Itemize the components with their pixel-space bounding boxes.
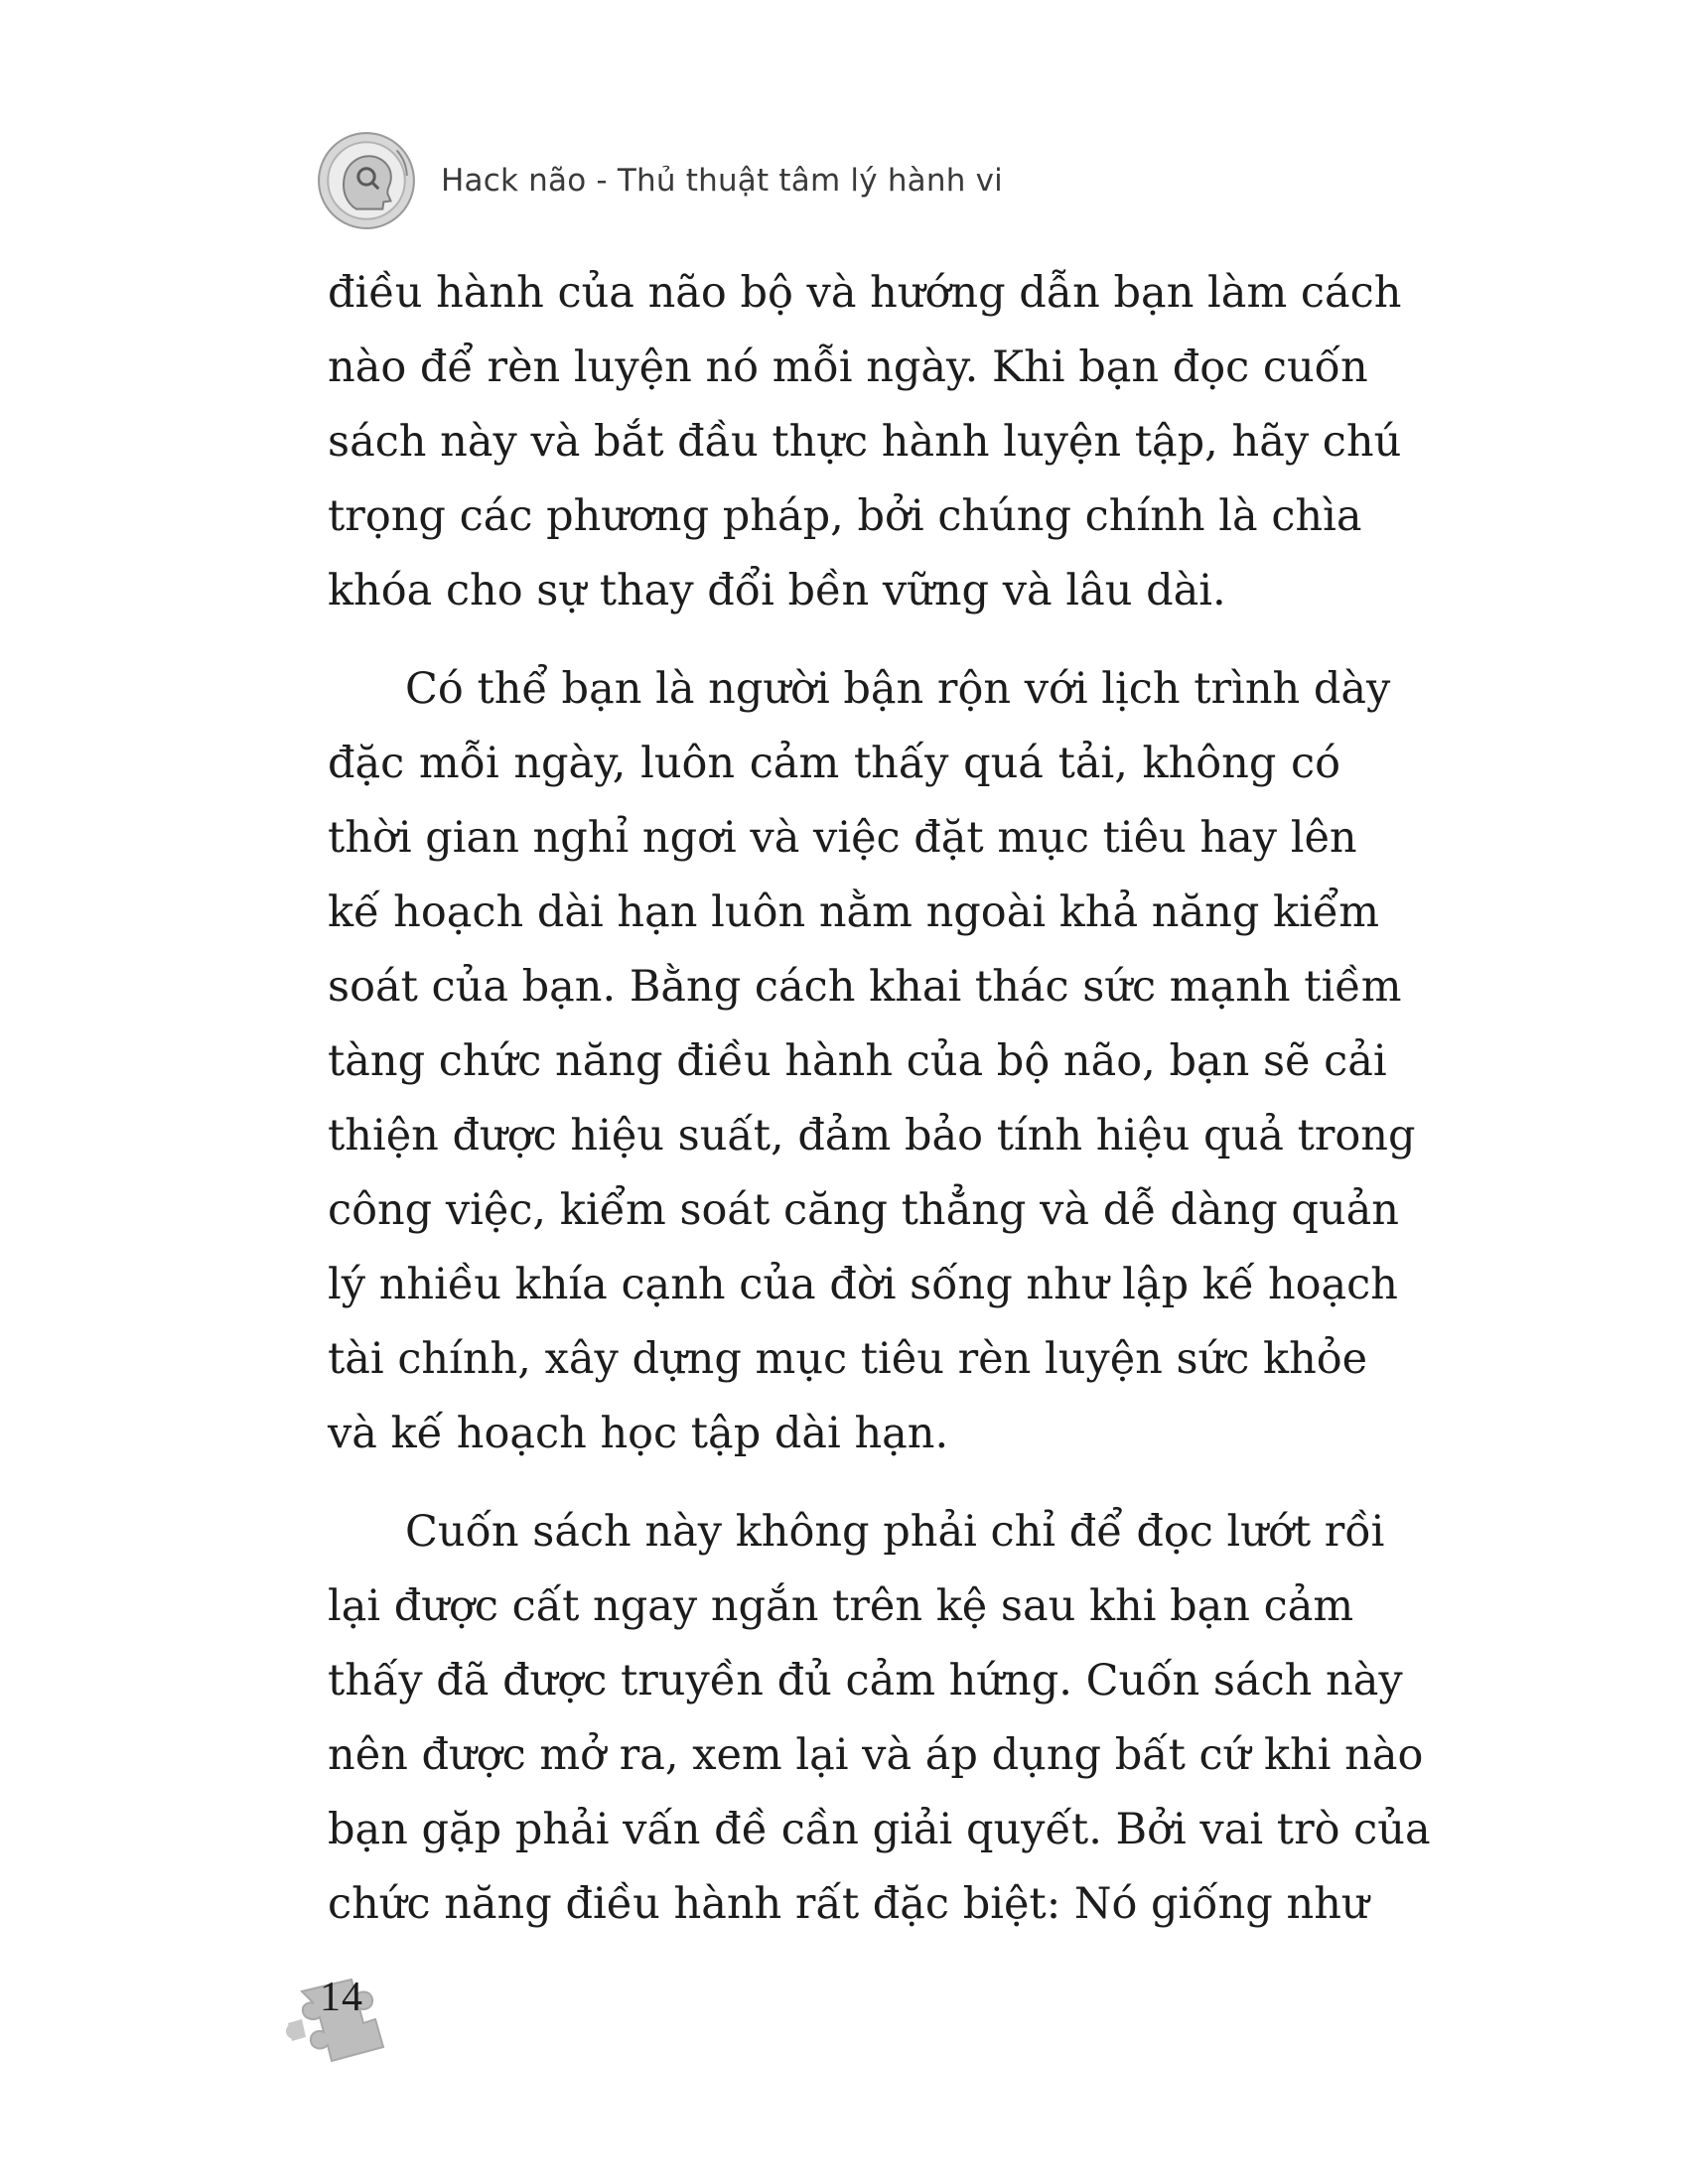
page-footer: [280, 1962, 399, 2071]
page-number: 14: [320, 1975, 363, 2020]
text-line: công việc, kiểm soát căng thẳng và dễ dàng quản: [328, 1185, 1399, 1235]
text-line: thời gian nghỉ ngơi và việc đặt mục tiêu hay lên: [328, 813, 1357, 863]
text-line: thấy đã được truyền đủ cảm hứng. Cuốn sách này: [328, 1656, 1403, 1706]
text-line: sách này và bắt đầu thực hành luyện tập, hãy chú: [328, 417, 1402, 467]
text-line: tàng chức năng điều hành của bộ não, bạn sẽ cải: [328, 1036, 1387, 1086]
text-line: lại được cất ngay ngắn trên kệ sau khi bạn cảm: [328, 1581, 1354, 1631]
book-title: Hack não - Thủ thuật tâm lý hành vi: [441, 163, 1003, 199]
paragraph-1: [328, 256, 1402, 628]
text-line: Cuốn sách này không phải chỉ để đọc lướt rồi: [405, 1507, 1385, 1557]
paragraph-2: [328, 652, 1416, 1471]
text-line: nào để rèn luyện nó mỗi ngày. Khi bạn đọc cuốn: [328, 342, 1368, 392]
paragraph-3: [328, 1495, 1431, 1942]
text-line: kế hoạch dài hạn luôn nằm ngoài khả năng kiểm: [328, 887, 1380, 937]
text-line: thiện được hiệu suất, đảm bảo tính hiệu quả trong: [328, 1111, 1416, 1160]
text-line: và kế hoạch học tập dài hạn.: [328, 1409, 949, 1458]
text-line: đặc mỗi ngày, luôn cảm thấy quá tải, không có: [328, 739, 1340, 788]
text-line: tài chính, xây dựng mục tiêu rèn luyện sức khỏe: [328, 1334, 1368, 1384]
text-line: Có thể bạn là người bận rộn với lịch trình dày: [405, 664, 1391, 714]
text-line: khóa cho sự thay đổi bền vững và lâu dài.: [328, 566, 1226, 615]
text-line: nên được mở ra, xem lại và áp dụng bất cứ khi nào: [328, 1730, 1424, 1780]
text-line: soát của bạn. Bằng cách khai thác sức mạnh tiềm: [328, 962, 1402, 1012]
running-header: [316, 111, 1003, 250]
body-text: [328, 256, 1431, 1966]
text-line: chức năng điều hành rất đặc biệt: Nó giống như: [328, 1879, 1369, 1929]
text-line: lý nhiều khía cạnh của đời sống như lập kế hoạch: [328, 1260, 1398, 1309]
text-line: trọng các phương pháp, bởi chúng chính là chìa: [328, 491, 1362, 541]
text-line: bạn gặp phải vấn đề cần giải quyết. Bởi vai trò của: [328, 1805, 1431, 1854]
brain-head-icon: [316, 130, 417, 231]
text-line: điều hành của não bộ và hướng dẫn bạn làm cách: [328, 268, 1402, 318]
